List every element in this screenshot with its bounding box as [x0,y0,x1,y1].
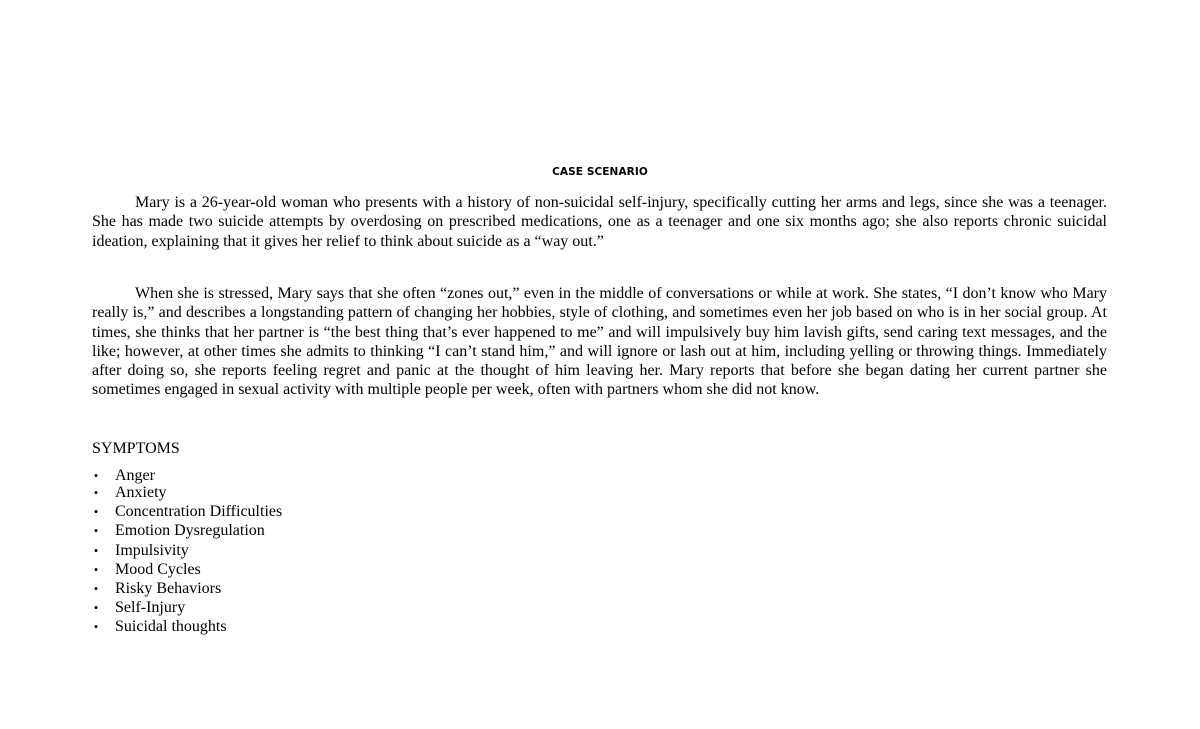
list-item [92,483,282,502]
list-item [92,466,282,483]
symptom-label: Anger [115,467,155,484]
bullet-icon: • [93,580,99,596]
case-paragraph-1: Mary is a 26-year-old woman who presents with a history of non-suicidal self-injury, specifically cutting her arms and legs, since she was a teenager. She has made two suicide attempts by overdosing on prescribed medications, one as a teenager and one six months ago; she also reports chronic suicidal ideation, explaining that it gives her relief to think about suicide as a “way out.” [92,194,1107,250]
list-item [92,502,282,521]
page-title: CASE SCENARIO [552,166,648,178]
symptom-label: Concentration Difficulties [115,503,283,521]
symptom-label: Emotion Dysregulation [115,522,265,540]
bullet-icon: • [93,504,99,520]
bullet-icon: • [93,600,99,616]
symptoms-heading: SYMPTOMS [92,440,180,457]
bullet-icon: • [93,485,99,500]
bullet-icon: • [93,542,99,558]
case-paragraph-2: When she is stressed, Mary says that she often “zones out,” even in the middle of conversations or while at work. She states, “I don’t know who Mary really is,” and describes a longstanding pattern of changing her hobbies, style of clothing, and sometimes even her job based on who is in her social group. At times, she thinks that her partner is “the best thing that’s ever happened to me” and will impulsively buy him lavish gifts, send caring text messages, and the like; however, at other times she admits to thinking “I can’t stand him,” and will ignore or lash out at him, including yelling or throwing things. Immediately after doing so, she reports feeling regret and panic at the thought of him leaving her. Mary reports that before she began dating her current partner she sometimes engaged in sexual activity with multiple people per week, often with partners whom she did not know. [92,285,1107,399]
symptom-label: Impulsivity [115,541,189,559]
bullet-icon: • [93,468,99,483]
symptom-label: Suicidal thoughts [115,618,227,636]
list-item [92,579,282,598]
list-item [92,541,282,560]
bullet-icon: • [93,523,99,539]
list-item [92,521,282,540]
symptom-label: Mood Cycles [115,560,201,578]
symptom-label: Anxiety [115,484,167,501]
symptoms-list [92,466,282,637]
bullet-icon: • [93,619,99,635]
list-item [92,617,282,636]
bullet-icon: • [93,561,99,577]
list-item [92,560,282,579]
symptom-label: Risky Behaviors [115,579,222,597]
symptom-label: Self-Injury [115,599,186,617]
list-item [92,598,282,617]
